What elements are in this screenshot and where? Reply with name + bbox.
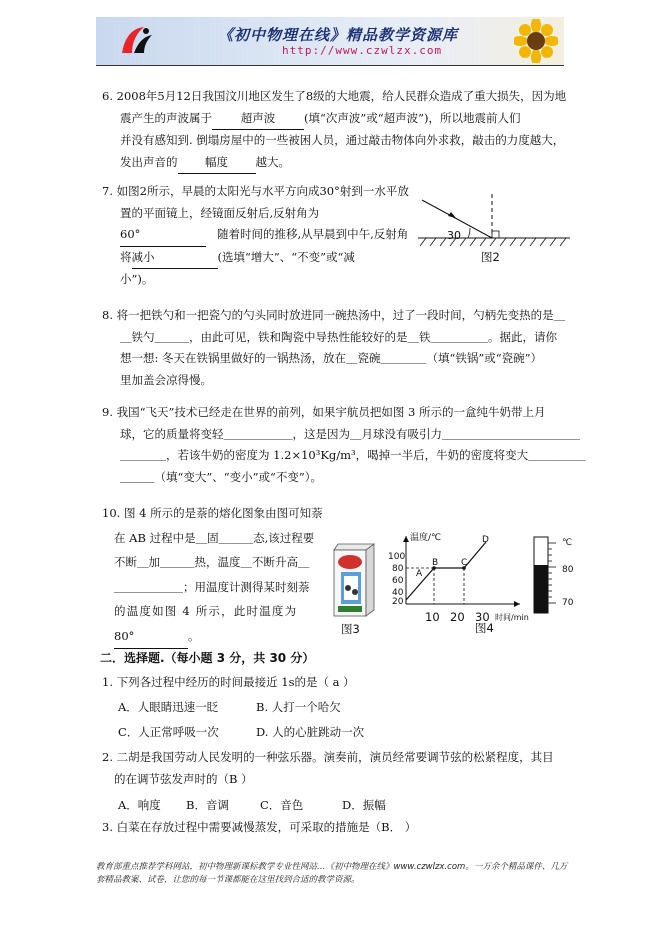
mc1-option-a[interactable]: A．人眼睛迅速一眨 — [118, 700, 219, 714]
graph-point-A: A — [416, 569, 423, 579]
banner-url[interactable]: http://www.czwlzx.com — [282, 44, 443, 57]
q8-line-4: 里加盖会凉得慢。 — [120, 372, 212, 387]
graph-x-tick: 30 — [475, 610, 490, 624]
graph-y-label: 温度/℃ — [410, 533, 442, 543]
q6-line-3: 并没有感知到. 倒塌房屋中的一些被困人员，通过敲击物体向外求救，敲击的力度越大， — [120, 133, 565, 147]
mc1-option-d[interactable]: D. 人的心脏跳动一次 — [256, 725, 365, 739]
graph-point-D: D — [482, 535, 489, 545]
thermometer-unit: ℃ — [562, 538, 573, 548]
question-8 — [102, 305, 565, 391]
figure-3-milk-carton — [330, 540, 376, 620]
q10-line-2: 在 AB 过程中是＿固＿＿＿态,该过程要 — [114, 530, 315, 545]
q8-line-1: 8. 将一把铁勺和一把瓷勺的勺头同时放进同一碗热汤中，过了一段时间，勺柄先变热的是＿ — [102, 308, 566, 322]
mc2-option-b[interactable]: B．音调 — [186, 798, 229, 812]
graph-y-tick: 80 — [392, 564, 404, 574]
header-banner — [96, 17, 564, 66]
q10-answer: 80° — [114, 624, 188, 650]
mc1-option-c[interactable]: C．人正常呼吸一次 — [118, 725, 219, 739]
mc-question-1 — [102, 672, 355, 694]
graph-y-tick: 60 — [392, 576, 404, 586]
question-7 — [102, 181, 409, 291]
question-6 — [102, 86, 566, 174]
graph-y-tick: 100 — [388, 552, 406, 562]
mc1-option-b[interactable]: B. 人打一个哈欠 — [256, 700, 341, 714]
figure-2-angle-label: 30 — [447, 229, 461, 242]
sunflower-icon — [514, 19, 558, 63]
q9-line-4: ＿＿＿（填“变大”、“变小”或“不变”）。 — [120, 469, 323, 484]
mc-question-2 — [102, 747, 554, 790]
q7-answer-1: 60° — [120, 224, 206, 247]
q7-line-5: 小”)。 — [120, 272, 154, 286]
logo-icon — [116, 23, 156, 59]
graph-y-tick: 20 — [392, 597, 404, 607]
figure-2-mirror-diagram — [416, 190, 572, 250]
q8-line-2: ＿铁勺＿＿＿，由此可见，铁和陶瓷中导热性能较好的是＿铁＿＿＿＿＿。据此，请你 — [120, 329, 557, 344]
q10-line-1: 10. 图 4 所示的是萘的熔化图象由图可知萘 — [102, 506, 323, 520]
q8-line-3: 想一想: 冬天在铁锅里做好的一锅热汤，放在＿瓷碗＿＿＿＿（填“铁锅”或“瓷碗”） — [120, 351, 543, 365]
banner-title: 《初中物理在线》精品教学资源库 — [218, 26, 459, 44]
graph-x-label: 时间/min — [495, 613, 529, 622]
figure-3-caption: 图3 — [341, 622, 360, 636]
thermometer-tick-80: 80 — [562, 565, 574, 575]
q10-line-6: 80° 。 — [102, 624, 323, 650]
mc2-line-2: 的在调节弦发声时的（B ） — [114, 771, 253, 786]
q9-line-1: 9. 我国“飞天”技术已经走在世界的前列，如果宇航员把如图 3 所示的一盒纯牛奶带上月 — [102, 405, 546, 419]
figure-2-caption: 图2 — [481, 250, 500, 264]
q7-line-4: 将减小 (选填“增大”、“不变”或“减 — [102, 247, 409, 270]
graph-point-B: B — [432, 558, 439, 568]
page-footer: 教育部重点推荐学科网站，初中物理新课标教学专业性网站…《初中物理在线》www.czwlzx.com。一万余个精品课件、几万套精品教案、试卷，让您的每一节课都能在这里找到合适的教学资源。 — [96, 862, 568, 885]
q10-line-4: ＿＿＿＿＿＿；用温度计测得某时刻萘 — [114, 579, 310, 594]
mc2-line-1: 2. 二胡是我国劳动人民发明的一种弦乐器。演奏前，演员经常要调节弦的松紧程度，其目 — [102, 750, 554, 764]
figure-4-caption: 图4 — [475, 621, 494, 635]
thermometer-icon — [532, 535, 566, 615]
graph-point-C: C — [461, 558, 468, 568]
mc2-option-d[interactable]: D．振幅 — [342, 798, 386, 812]
q7-line-2: 置的平面镜上，经镜面反射后,反射角为 — [120, 205, 320, 220]
section-2-heading: 二．选择题.（每小题 3 分，共 30 分） — [100, 651, 315, 665]
q6-answer-1: 超声波 — [212, 108, 304, 131]
mc3-stem: 3. 白菜在存放过程中需要减慢蒸发，可采取的措施是（B． ） — [102, 820, 417, 834]
mc1-stem: 1. 下列各过程中经历的时间最接近 1s的是（ a ） — [102, 675, 355, 689]
q6-line-1: 6. 2008年5月12日我国汶川地区发生了8级的大地震，给人民群众造成了重大损失，因为地 — [102, 89, 567, 103]
graph-y-tick: 40 — [392, 588, 404, 598]
graph-x-tick: 20 — [450, 610, 465, 624]
graph-x-tick: 10 — [425, 610, 440, 624]
question-9 — [102, 402, 586, 488]
q6-answer-2: 幅度 — [178, 152, 256, 175]
mc2-option-a[interactable]: A．响度 — [118, 798, 161, 812]
q6-line-4: 发出声音的 幅度 越大。 — [102, 152, 566, 175]
q9-line-3: ＿＿＿＿，若该牛奶的密度为 1.2×10³Kg/m³，喝掉一半后，牛奶的密度将变大＿＿＿＿＿ — [120, 448, 586, 462]
q7-line-1: 7. 如图2所示，早晨的太阳光与水平方向成30°射到一水平放 — [102, 184, 409, 198]
mc-question-3 — [102, 817, 416, 839]
q9-line-2: 球，它的质量将变轻＿＿＿＿＿＿，这是因为＿月球没有吸引力＿＿＿＿＿＿＿＿＿＿＿＿ — [120, 426, 580, 441]
q10-line-5: 的温度如图 4 所示，此时温度为 — [114, 604, 298, 618]
q7-answer-2: 减小 — [132, 247, 218, 270]
question-10 — [102, 501, 323, 649]
q10-line-3: 不断＿加＿＿＿热，温度＿不断升高＿ — [114, 555, 310, 569]
q7-line-3: 60° 随着时间的推移,从早晨到中午,反射角 — [102, 224, 409, 247]
thermometer-tick-70: 70 — [562, 598, 574, 608]
mc2-option-c[interactable]: C．音色 — [260, 798, 304, 812]
q6-line-2: 震产生的声波属于 超声波 (填“次声波”或“超声波”)，所以地震前人们 — [102, 108, 566, 131]
